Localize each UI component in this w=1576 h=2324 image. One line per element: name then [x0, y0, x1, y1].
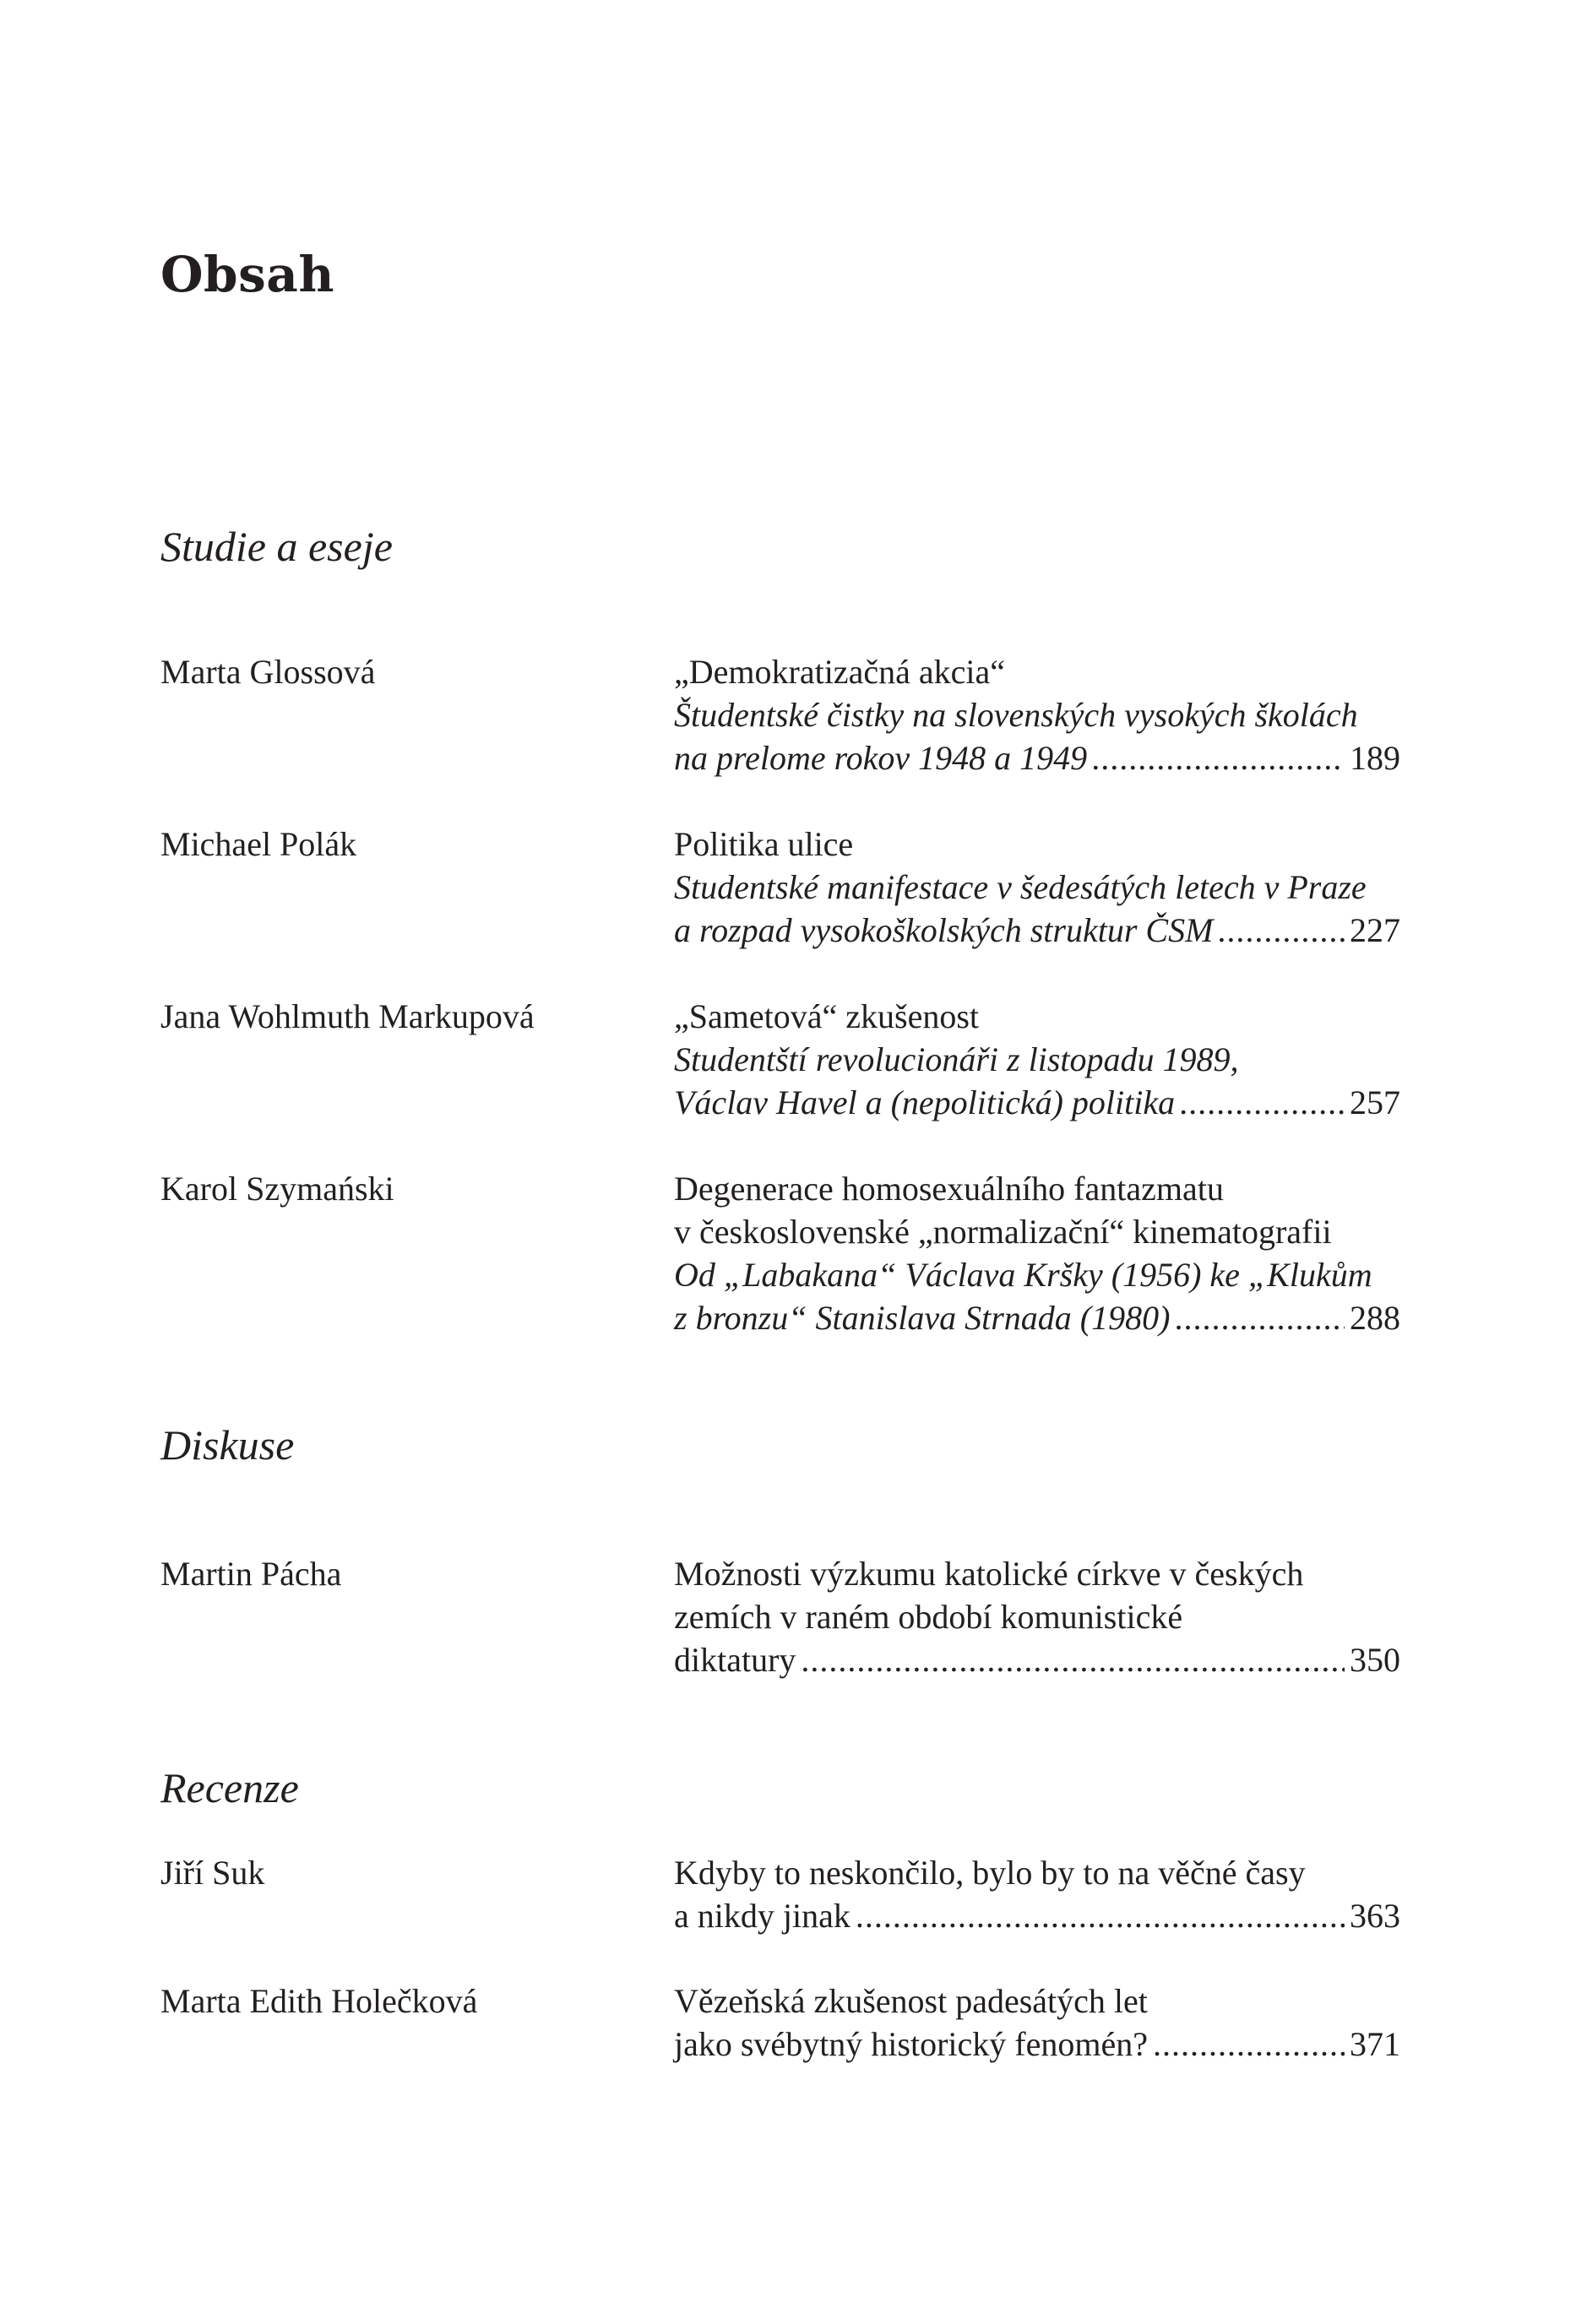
entry-title [674, 1552, 1400, 1681]
section-heading-recenze: Recenze [160, 1764, 299, 1811]
section-heading-diskuse: Diskuse [160, 1421, 295, 1469]
entry-title-line: Kdyby to neskončilo, bylo by to na věčné časy [674, 1854, 1306, 1892]
entry-subtitle-line: Václav Havel a (nepolitická) politika [674, 1083, 1176, 1121]
entry-title [674, 650, 1400, 779]
entry-author: Marta Glossová [160, 653, 376, 691]
entry-subtitle-line: Študentské čistky na slovenských vysokých školách [674, 696, 1358, 734]
dot-leader [1175, 1296, 1345, 1339]
entry-last-line [674, 2023, 1400, 2066]
entry-title-line: Degenerace homosexuálního fantazmatu [674, 1170, 1224, 1208]
entry-last-line [674, 1296, 1400, 1339]
entry-last-line [674, 909, 1400, 952]
dot-leader [801, 1638, 1345, 1681]
entry-title [674, 1167, 1400, 1339]
page-number: 257 [1350, 1083, 1400, 1121]
entry-title-line: Politika ulice [674, 825, 854, 863]
entry-last-line [674, 1638, 1400, 1681]
entry-last-line [674, 1081, 1400, 1124]
entry-title [674, 1979, 1400, 2066]
dot-leader [1153, 2023, 1345, 2066]
dot-leader [1218, 909, 1345, 952]
page-title: Obsah [160, 246, 334, 303]
dot-leader [1180, 1081, 1345, 1124]
entry-title [674, 995, 1400, 1124]
entry-title-line: „Demokratizačná akcia“ [674, 653, 1005, 691]
entry-title-line: diktatury [674, 1641, 796, 1679]
page-number: 350 [1350, 1641, 1400, 1679]
page-number: 189 [1350, 739, 1400, 777]
entry-title-line: v československé „normalizační“ kinematografii [674, 1213, 1332, 1251]
entry-author: Karol Szymański [160, 1170, 394, 1208]
page-number: 288 [1350, 1299, 1400, 1337]
entry-last-line [674, 736, 1400, 779]
dot-leader [856, 1894, 1345, 1937]
entry-title-line: „Sametová“ zkušenost [674, 997, 979, 1035]
entry-subtitle-line: Studentské manifestace v šedesátých letech v Praze [674, 868, 1367, 906]
entry-title [674, 1851, 1400, 1937]
page-number: 227 [1350, 911, 1400, 949]
entry-title-line: Vězeňská zkušenost padesátých let [674, 1982, 1148, 2020]
entry-subtitle-line: na prelome rokov 1948 a 1949 [674, 739, 1088, 777]
entry-author: Martin Pácha [160, 1555, 342, 1593]
entry-title-line: jako svébytný historický fenomén? [674, 2025, 1148, 2063]
entry-author: Marta Edith Holečková [160, 1982, 478, 2020]
entry-subtitle-line: a rozpad vysokoškolských struktur ČSM [674, 911, 1214, 949]
entry-subtitle-line: z bronzu“ Stanislava Strnada (1980) [674, 1299, 1171, 1337]
entry-subtitle-line: Od „Labakana“ Václava Kršky (1956) ke „Klukům [674, 1256, 1372, 1294]
entry-author: Jana Wohlmuth Markupová [160, 997, 535, 1035]
entry-subtitle-line: Studentští revolucionáři z listopadu 1989, [674, 1040, 1239, 1078]
page-number: 371 [1350, 2025, 1400, 2063]
entry-title [674, 823, 1400, 952]
page-number: 363 [1350, 1897, 1400, 1935]
section-heading-studie: Studie a eseje [160, 523, 393, 570]
entry-author: Michael Polák [160, 825, 357, 863]
dot-leader [1092, 736, 1345, 779]
entry-last-line [674, 1894, 1400, 1937]
entry-title-line: a nikdy jinak [674, 1897, 850, 1935]
entry-title-line: zemích v raném období komunistické [674, 1598, 1183, 1636]
entry-author: Jiří Suk [160, 1854, 265, 1892]
entry-title-line: Možnosti výzkumu katolické církve v českých [674, 1555, 1304, 1593]
